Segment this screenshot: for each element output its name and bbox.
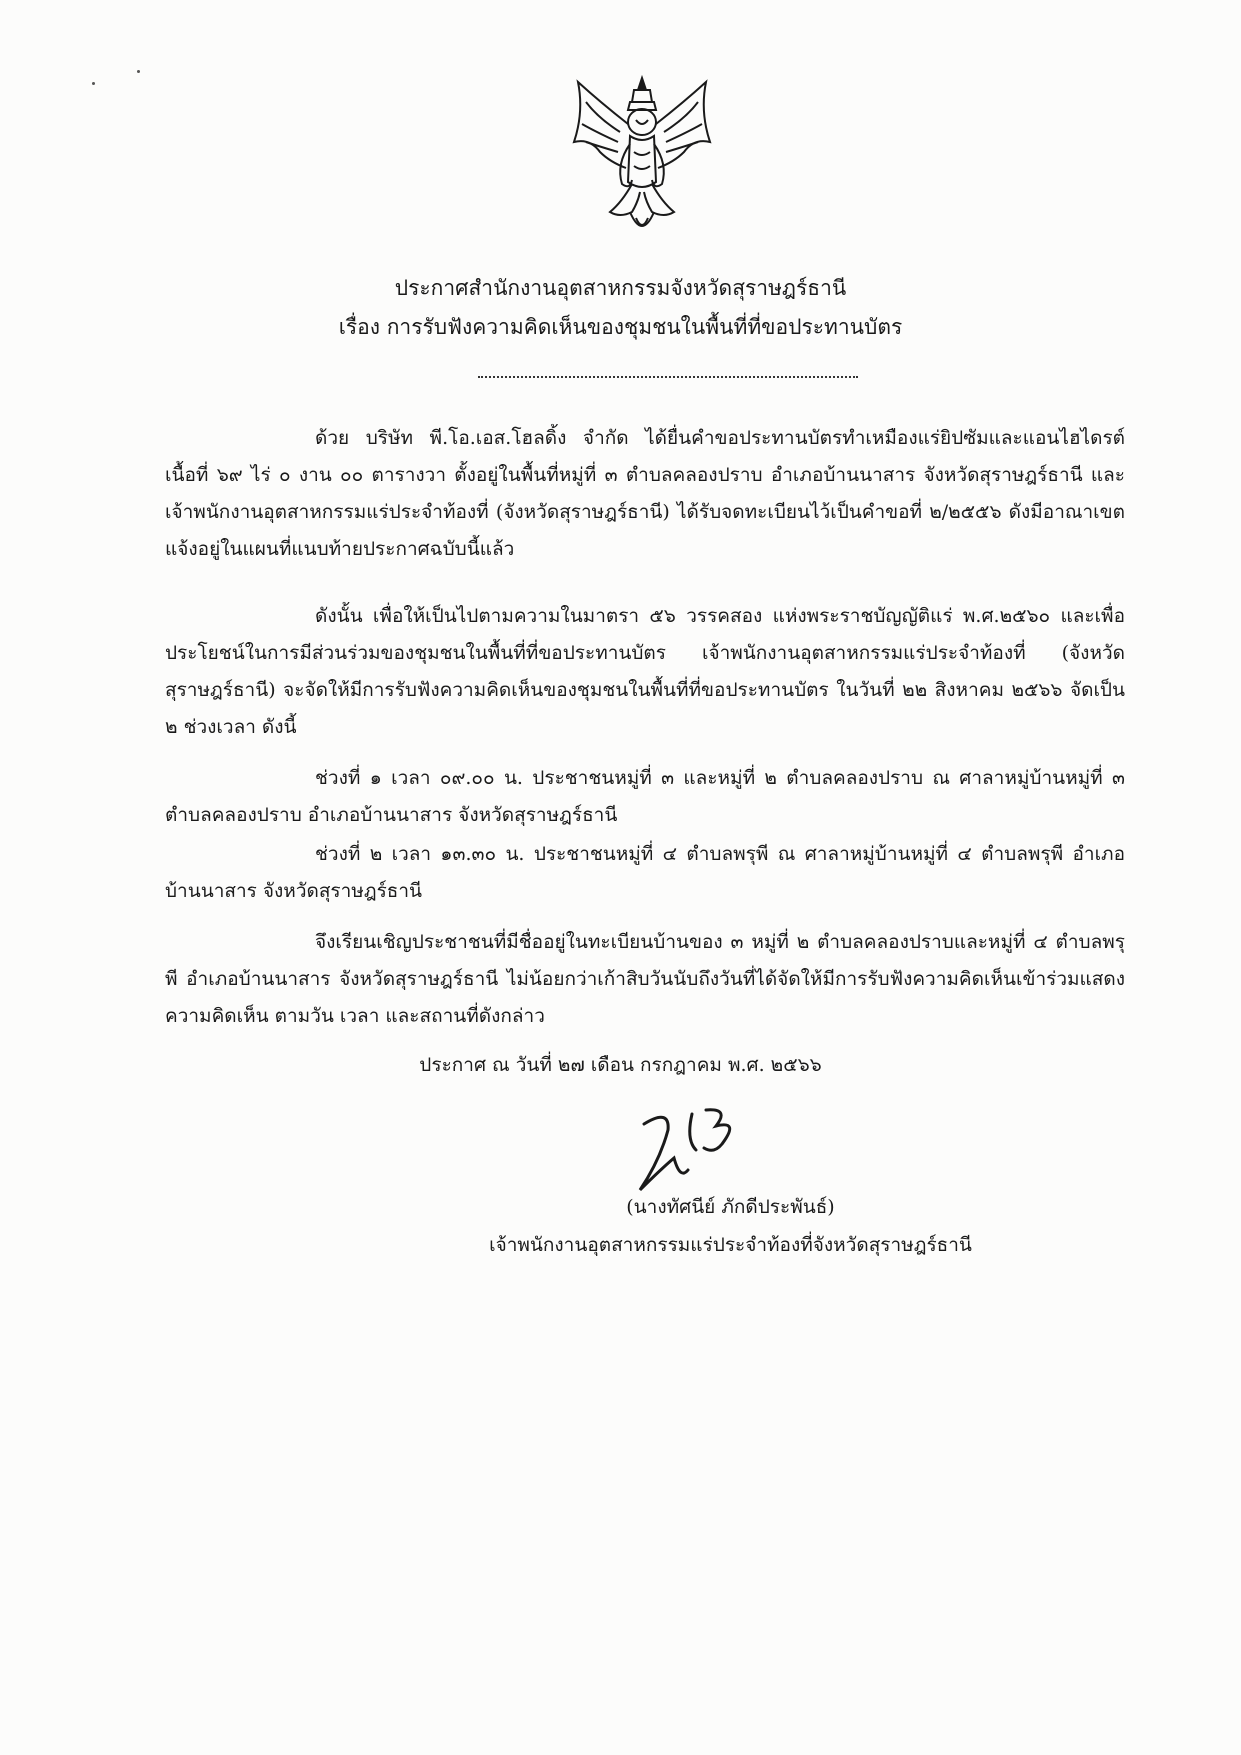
signer-position: เจ้าพนักงานอุตสาหกรรมแร่ประจำท้องที่จังหวัดสุราษฎร์ธานี	[489, 1234, 972, 1256]
scan-speck	[92, 82, 95, 85]
paragraph-intro: ด้วย บริษัท พี.โอ.เอส.โฮลดิ้ง จำกัด ได้ยื่นคำขอประทานบัตรทำเหมืองแร่ยิปซัมและแอนไฮไดรต์ เนื้อที่ ๖๙ ไร่ ๐ งาน ๐๐ ตารางวา ตั้งอยู่ในพื้นที่หมู่ที่ ๓ ตำบลคลองปราบ อำเภอบ้านนาสาร จังหวัดสุราษฎร์ธานี และเจ้าพนักงานอุตสาหกรรมแร่ประจำท้องที่ (จังหวัดสุราษฎร์ธานี) ได้รับจดทะเบียนไว้เป็นคำขอที่ ๒/๒๕๕๖ ดังมีอาณาเขตแจ้งอยู่ในแผนที่แนบท้ายประกาศฉบับนี้แล้ว	[165, 427, 1125, 560]
signer-name: (นางทัศนีย์ ภักดีประพันธ์)	[626, 1196, 835, 1218]
paragraph-session-1: ช่วงที่ ๑ เวลา ๐๙.๐๐ น. ประชาชนหมู่ที่ ๓ และหมู่ที่ ๒ ตำบลคลองปราบ ณ ศาลาหมู่บ้านหมู่ที่ ๓ ตำบลคลองปราบ อำเภอบ้านนาสาร จังหวัดสุราษฎร์ธานี	[165, 767, 1125, 826]
paragraph-session-2: ช่วงที่ ๒ เวลา ๑๓.๓๐ น. ประชาชนหมู่ที่ ๔ ตำบลพรุพี ณ ศาลาหมู่บ้านหมู่ที่ ๔ ตำบลพรุพี อำเภอบ้านนาสาร จังหวัดสุราษฎร์ธานี	[165, 843, 1125, 902]
announce-date: ประกาศ ณ วันที่ ๒๗ เดือน กรกฎาคม พ.ศ. ๒๕๖๖	[419, 1054, 822, 1076]
paragraph-purpose: ดังนั้น เพื่อให้เป็นไปตามความในมาตรา ๕๖ วรรคสอง แห่งพระราชบัญญัติแร่ พ.ศ.๒๕๖๐ และเพื่อประโยชน์ในการมีส่วนร่วมของชุมชนในพื้นที่ที่ขอประทานบัตร เจ้าพนักงานอุตสาหกรรมแร่ประจำท้องที่ (จังหวัดสุราษฎร์ธานี) จะจัดให้มีการรับฟังความคิดเห็นของชุมชนในพื้นที่ที่ขอประทานบัตร ในวันที่ ๒๒ สิงหาคม ๒๕๖๖ จัดเป็น ๒ ช่วงเวลา ดังนี้	[165, 605, 1125, 738]
title-divider	[478, 376, 858, 378]
garuda-emblem-icon	[560, 72, 725, 242]
signature-icon	[630, 1100, 750, 1200]
paragraph-invitation: จึงเรียนเชิญประชาชนที่มีชื่ออยู่ในทะเบียนบ้านของ ๓ หมู่ที่ ๒ ตำบลคลองปราบและหมู่ที่ ๔ ตำบลพรุพี อำเภอบ้านนาสาร จังหวัดสุราษฎร์ธานี ไม่น้อยกว่าเก้าสิบวันนับถึงวันที่ได้จัดให้มีการรับฟังความคิดเห็นเข้าร่วมแสดงความคิดเห็น ตามวัน เวลา และสถานที่ดังกล่าว	[165, 931, 1125, 1027]
scan-speck	[137, 70, 140, 73]
document-subject: เรื่อง การรับฟังความคิดเห็นของชุมชนในพื้นที่ที่ขอประทานบัตร	[338, 315, 903, 339]
document-title: ประกาศสำนักงานอุตสาหกรรมจังหวัดสุราษฎร์ธานี	[394, 276, 847, 300]
